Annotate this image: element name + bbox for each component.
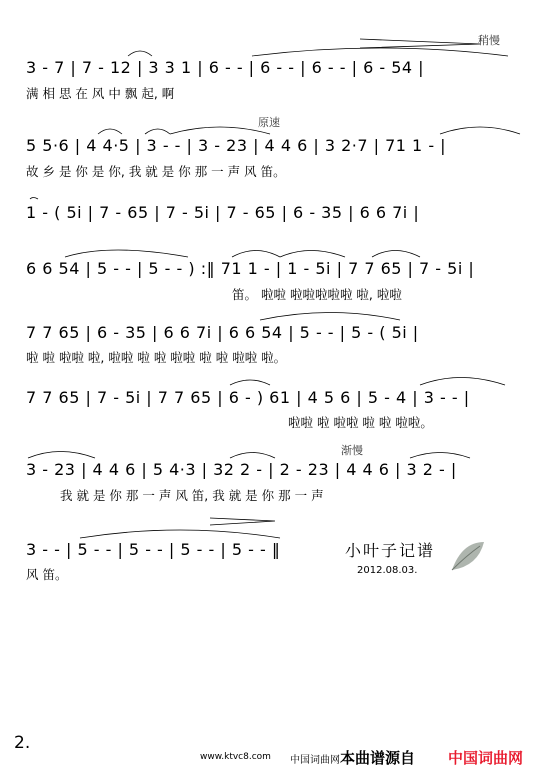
notation-line-4: 6 6 54 | 5 - - | 5 - - ) :‖ 71 1 - | 1 - 5i | 7 7 65 | 7 - 5i |	[26, 259, 475, 278]
slur	[28, 452, 95, 459]
slur	[80, 530, 280, 538]
notation-line-3: 1 - ( 5i | 7 - 65 | 7 - 5i | 7 - 65 | 6 - 35 | 6 6 7i |	[26, 203, 420, 222]
tempo-mark-original-tempo: 原速	[258, 116, 280, 129]
lyric-line-1: 满 相 思 在 风 中 飘 起, 啊	[26, 86, 175, 101]
notation-line-2: 5 5·6 | 4 4·5 | 3 - - | 3 - 23 | 4 4 6 | 3 2·7 | 71 1 - |	[26, 136, 447, 155]
slur	[170, 127, 270, 134]
transcription-date: 2012.08.03.	[357, 565, 418, 576]
lyric-line-5: 啦 啦 啦啦 啦, 啦啦 啦 啦 啦啦 啦 啦 啦啦 啦。	[26, 350, 287, 365]
slur	[230, 453, 275, 459]
slur	[30, 198, 38, 200]
slur	[65, 250, 188, 257]
tempo-mark-gradually-slow: 渐慢	[341, 444, 363, 457]
notation-line-1: 3 - 7 | 7 - 12 | 3 3 1 | 6 - - | 6 - - | 6 - - | 6 - 54 |	[26, 58, 425, 77]
slur	[232, 251, 280, 258]
page-number: 2.	[14, 733, 31, 753]
slur	[260, 313, 400, 321]
notation-line-6: 7 7 65 | 7 - 5i | 7 7 65 | 6 - ) 61 | 4 5 6 | 5 - 4 | 3 - - |	[26, 388, 470, 407]
notation-line-5: 7 7 65 | 6 - 35 | 6 6 7i | 6 6 54 | 5 - - | 5 - ( 5i |	[26, 323, 419, 342]
lyric-line-4: 笛。 啦啦 啦啦啦啦啦 啦, 啦啦	[232, 287, 402, 302]
slur	[252, 48, 508, 56]
leaf-icon	[448, 536, 488, 576]
slur	[440, 127, 520, 134]
footer-source: 本曲谱源自	[340, 749, 416, 767]
lyric-line-8: 风 笛。	[26, 567, 68, 582]
slur	[145, 129, 170, 134]
slur	[128, 51, 152, 56]
slur	[230, 380, 270, 385]
footer-url: www.ktvc8.com	[200, 752, 271, 762]
decrescendo-hairpin	[210, 518, 275, 525]
lyric-line-2: 故 乡 是 你 是 你, 我 就 是 你 那 一 声 风 笛。	[26, 164, 286, 179]
slur	[372, 251, 420, 258]
slur	[420, 378, 505, 386]
notation-line-7: 3 - 23 | 4 4 6 | 5 4·3 | 32 2 - | 2 - 23 | 4 4 6 | 3 2 - |	[26, 460, 457, 479]
slur	[410, 453, 470, 459]
footer-site-small: 中国词曲网	[290, 755, 340, 766]
lyric-line-6: 啦啦 啦 啦啦 啦 啦 啦啦。	[288, 415, 433, 430]
footer-site-red[interactable]: 中国词曲网	[448, 749, 524, 767]
slur	[98, 129, 122, 134]
transcriber-credit: 小叶子记谱	[345, 541, 436, 560]
crescendo-hairpin	[360, 39, 480, 48]
slur	[280, 251, 345, 258]
notation-line-8: 3 - - | 5 - - | 5 - - | 5 - - | 5 - - ‖	[26, 540, 281, 559]
tempo-mark-slightly-slow: 稍慢	[478, 34, 500, 47]
lyric-line-7: 我 就 是 你 那 一 声 风 笛, 我 就 是 你 那 一 声	[60, 488, 324, 503]
